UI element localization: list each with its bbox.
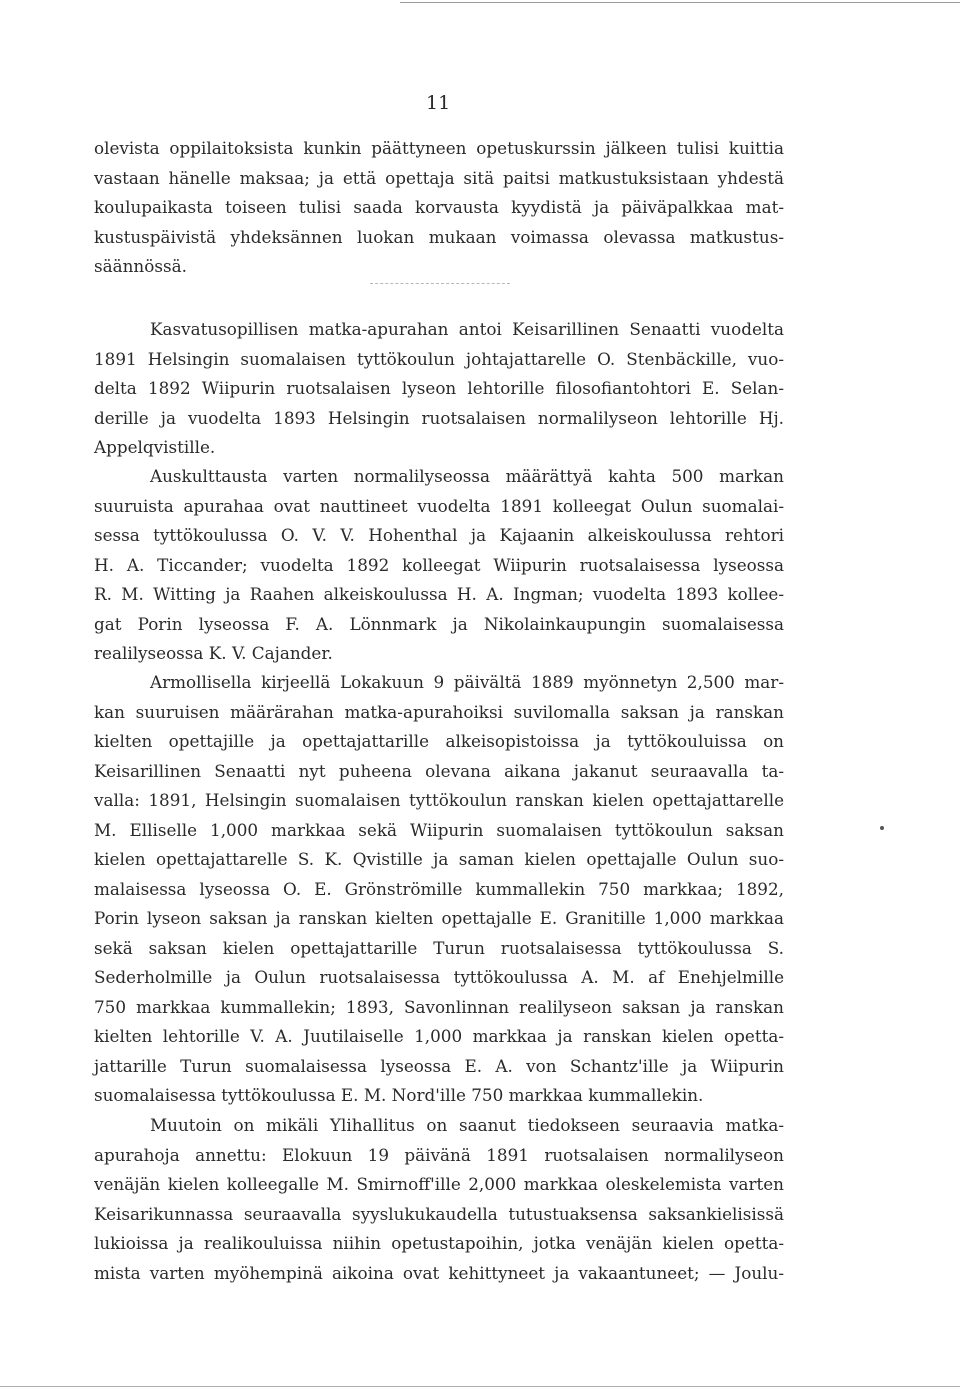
text-line: 750 markkaa kummallekin; 1893, Savonlinnan realilyseon saksan ja ranskan: [94, 996, 784, 1017]
text-line: kan suuruisen määrärahan matka-apurahoiksi suvilomalla saksan ja ranskan: [94, 701, 784, 722]
scan-speck: [880, 826, 884, 830]
text-line: Appelqvistille.: [94, 437, 216, 457]
text-line: säännössä.: [94, 256, 187, 276]
text-line: lukioissa ja realikouluissa niihin opetustapoihin, jotka venäjän kielen opetta-: [94, 1233, 784, 1253]
text-line: 1891 Helsingin suomalaisen tyttökoulun johtajattarelle O. Stenbäckille, vuo-: [94, 348, 784, 369]
scan-edge-top: [400, 2, 960, 3]
text-line: Keisarillinen Senaatti nyt puheena olevana aikana jakanut seuraavalla ta-: [94, 760, 784, 781]
section-separator: [370, 283, 510, 284]
text-line: derille ja vuodelta 1893 Helsingin ruotsalaisen normalilyseon lehtorille Hj.: [94, 407, 784, 428]
text-line: suuruista apurahaa ovat nauttineet vuodelta 1891 kolleegat Oulun suomalai-: [94, 495, 784, 516]
text-line: koulupaikasta toiseen tulisi saada korvausta kyydistä ja päiväpalkkaa mat-: [94, 197, 784, 217]
text-line: R. M. Witting ja Raahen alkeiskoulussa H. A. Ingman; vuodelta 1893 kollee-: [94, 584, 784, 604]
paragraph-3: [94, 462, 784, 669]
text-line: kielen opettajattarelle S. K. Qvistille ja saman kielen opettajalle Oulun suo-: [94, 849, 784, 869]
text-line: valla: 1891, Helsingin suomalaisen tyttökoulun ranskan kielen opettajattarelle: [94, 790, 784, 810]
text-line: kielten lehtorille V. A. Juutilaiselle 1,000 markkaa ja ranskan kielen opetta-: [94, 1026, 784, 1046]
text-line: Auskulttausta varten normalilyseossa määrättyä kahta 500 markan: [150, 466, 784, 486]
text-line: olevista oppilaitoksista kunkin päättyneen opetuskurssin jälkeen tulisi kuittia: [94, 138, 784, 158]
text-line: malaisessa lyseossa O. E. Grönströmille kummallekin 750 markkaa; 1892,: [94, 878, 784, 899]
paragraph-4: [94, 668, 784, 1111]
paragraph-5: [94, 1111, 784, 1288]
text-line: Armollisella kirjeellä Lokakuun 9 päivältä 1889 myönnetyn 2,500 mar-: [150, 672, 784, 692]
paragraph-2: [94, 315, 784, 463]
text-line: kustuspäivistä yhdeksännen luokan mukaan voimassa olevassa matkustus-: [94, 226, 784, 247]
text-line: Muutoin on mikäli Ylihallitus on saanut tiedokseen seuraavia matka-: [150, 1115, 784, 1135]
scan-edge-bottom: [0, 1386, 960, 1387]
page-number: 11: [426, 92, 451, 114]
text-line: apurahoja annettu: Elokuun 19 päivänä 1891 ruotsalaisen normalilyseon: [94, 1144, 784, 1165]
paragraph-1: [94, 134, 784, 282]
text-line: jattarille Turun suomalaisessa lyseossa E. A. von Schantz'ille ja Wiipurin: [94, 1055, 784, 1076]
text-line: sessa tyttökoulussa O. V. V. Hohenthal ja Kajaanin alkeiskoulussa rehtori: [94, 525, 784, 545]
text-line: kielten opettajille ja opettajattarille alkeisopistoissa ja tyttökouluissa on: [94, 731, 784, 751]
text-line: delta 1892 Wiipurin ruotsalaisen lyseon lehtorille filosofiantohtori E. Selan-: [94, 378, 784, 398]
text-line: M. Elliselle 1,000 markkaa sekä Wiipurin suomalaisen tyttökoulun saksan: [94, 819, 784, 840]
text-line: realilyseossa K. V. Cajander.: [94, 643, 333, 663]
text-line: suomalaisessa tyttökoulussa E. M. Nord'ille 750 markkaa kummallekin.: [94, 1085, 704, 1105]
text-line: Keisarikunnassa seuraavalla syyslukukaudella tutustuaksensa saksankielisissä: [94, 1203, 784, 1224]
text-line: Kasvatusopillisen matka-apurahan antoi Keisarillinen Senaatti vuodelta: [150, 319, 784, 339]
text-line: Porin lyseon saksan ja ranskan kielten opettajalle E. Granitille 1,000 markkaa: [94, 908, 784, 928]
text-line: vastaan hänelle maksaa; ja että opettaja sitä paitsi matkustuksistaan yhdestä: [94, 167, 784, 188]
text-line: venäjän kielen kolleegalle M. Smirnoff'ille 2,000 markkaa oleskelemista varten: [94, 1174, 784, 1194]
text-line: sekä saksan kielen opettajattarille Turun ruotsalaisessa tyttökoulussa S.: [94, 937, 784, 958]
text-line: mista varten myöhempinä aikoina ovat kehittyneet ja vakaantuneet; — Joulu-: [94, 1262, 784, 1283]
text-line: Sederholmille ja Oulun ruotsalaisessa tyttökoulussa A. M. af Enehjelmille: [94, 967, 784, 987]
text-line: H. A. Ticcander; vuodelta 1892 kolleegat Wiipurin ruotsalaisessa lyseossa: [94, 554, 784, 575]
text-line: gat Porin lyseossa F. A. Lönnmark ja Nikolainkaupungin suomalaisessa: [94, 613, 784, 634]
